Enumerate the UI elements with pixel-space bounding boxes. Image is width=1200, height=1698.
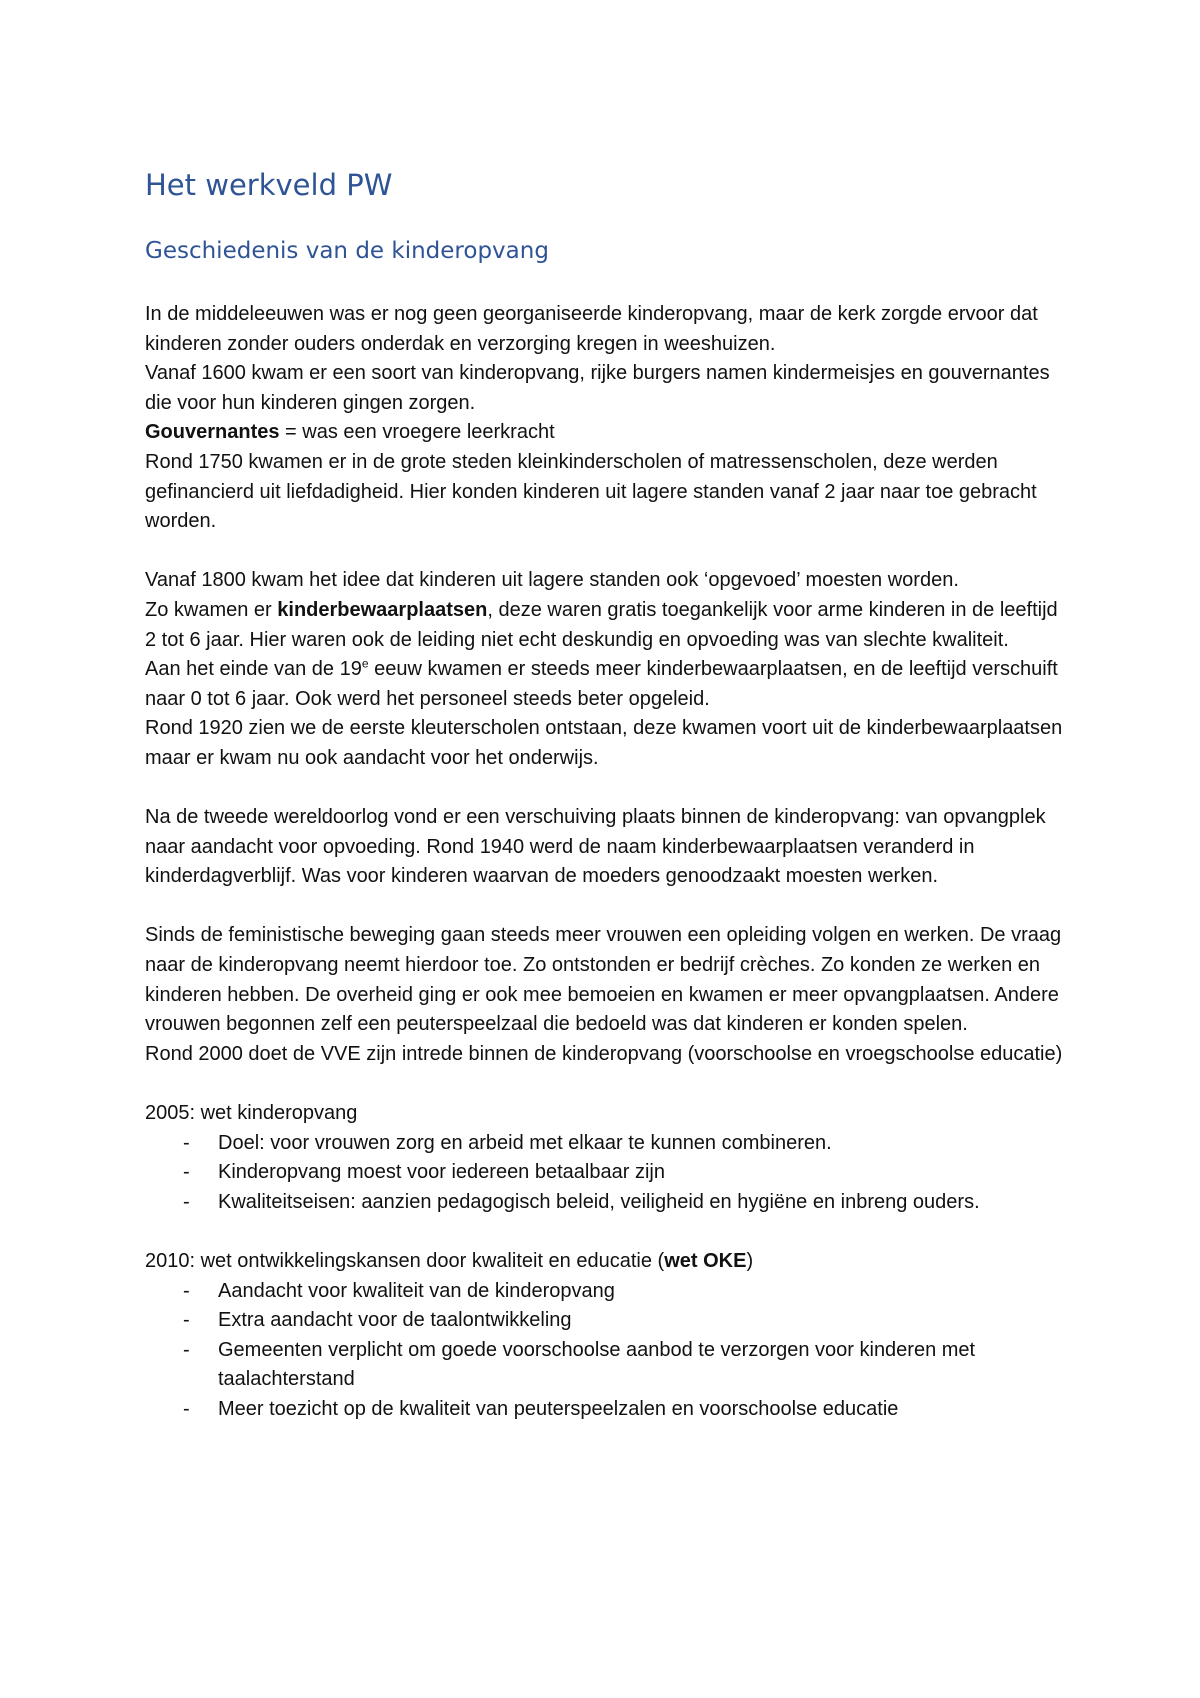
paragraph — [145, 596, 1065, 655]
bullet-list — [145, 1277, 1065, 1425]
document-body — [145, 300, 1065, 1425]
paragraph-gap — [145, 892, 1065, 922]
paragraph: Na de tweede wereldoorlog vond er een verschuiving plaats binnen de kinderopvang: van opvangplek naar aandacht voor opvoeding. Rond 1940 werd de naam kinderbewaarplaatsen veranderd in kinderdagverblijf. Was voor kinderen waarvan de moeders genoodzaakt moesten werken. — [145, 806, 1046, 888]
dash-bullet: - — [183, 1338, 190, 1361]
list-item — [145, 1336, 1065, 1395]
definition-term: Gouvernantes — [145, 421, 280, 444]
definition-paragraph — [145, 418, 1065, 448]
paragraph-gap — [145, 1069, 1065, 1099]
definition-text: = was een vroegere leerkracht — [279, 421, 555, 444]
list-item — [145, 1129, 1065, 1159]
list-item-text: Kinderopvang moest voor iedereen betaalbaar zijn — [218, 1161, 665, 1184]
paragraph: Rond 2000 doet de VVE zijn intrede binnen de kinderopvang (voorschoolse en vroegschoolse educatie) — [145, 1042, 1063, 1065]
list-item — [145, 1306, 1065, 1336]
list-item — [145, 1188, 1065, 1218]
superscript: e — [361, 656, 369, 671]
list-item-text: Aandacht voor kwaliteit van de kinderopvang — [218, 1279, 615, 1302]
list-item-text: Kwaliteitseisen: aanzien pedagogisch beleid, veiligheid en hygiëne en inbreng ouders. — [218, 1190, 980, 1213]
list-item — [145, 1277, 1065, 1307]
dash-bullet: - — [183, 1279, 190, 1302]
paragraph: Rond 1750 kwamen er in de grote steden kleinkinderscholen of matressenscholen, deze werden gefinancierd uit liefdadigheid. Hier konden kinderen uit lagere standen vanaf 2 jaar naar toe gebracht worden. — [145, 450, 1037, 533]
list-item-text: Gemeenten verplicht om goede voorschoolse aanbod te verzorgen voor kinderen met taalachterstand — [218, 1338, 976, 1391]
paragraph-gap — [145, 1217, 1065, 1247]
paragraph: Vanaf 1800 kwam het idee dat kinderen uit lagere standen ook ‘opgevoed’ moesten worden. — [145, 569, 959, 592]
list-item — [145, 1395, 1065, 1425]
dash-bullet: - — [183, 1161, 190, 1184]
dash-bullet: - — [183, 1131, 190, 1154]
list-item — [145, 1158, 1065, 1188]
bold-term: wet OKE — [664, 1250, 747, 1272]
bold-term: kinderbewaarplaatsen — [277, 598, 488, 621]
paragraph: Sinds de feministische beweging gaan steeds meer vrouwen een opleiding volgen en werken. De vraag naar de kinderopvang neemt hierdoor toe. Zo ontstonden er bedrijf crèches. Zo konden ze werken en kinderen hebben. De overheid ging er ook mee bemoeien en kwamen er meer opvangplaatsen. Andere vrouwen begonnen zelf een peuterspeelzaal die bedoeld was dat kinderen er konden spelen. — [145, 924, 1062, 1036]
page-title: Het werkveld PW — [145, 168, 393, 202]
paragraph-gap — [145, 774, 1065, 804]
dash-bullet: - — [183, 1397, 190, 1420]
paragraph-text: , deze waren gratis toegankelijk voor arme kinderen in de leeftijd 2 tot 6 jaar. Hier waren ook de leiding niet echt deskundig en opvoeding was van slechte kwaliteit. — [145, 598, 1058, 651]
paragraph-text: eeuw kwamen er steeds meer kinderbewaarplaatsen, en de leeftijd verschuift naar 0 tot 6 jaar. Ook werd het personeel steeds beter opgeleid. — [145, 658, 1058, 710]
heading-text: 2010: wet ontwikkelingskansen door kwaliteit en educatie ( — [145, 1250, 665, 1272]
bullet-list — [145, 1129, 1065, 1218]
list-heading — [145, 1247, 1065, 1277]
paragraph-gap — [145, 537, 1065, 567]
list-item-text: Doel: voor vrouwen zorg en arbeid met elkaar te kunnen combineren. — [218, 1131, 832, 1154]
list-heading: 2005: wet kinderopvang — [145, 1102, 358, 1125]
paragraph: In de middeleeuwen was er nog geen georganiseerde kinderopvang, maar de kerk zorgde ervoor dat kinderen zonder ouders onderdak en verzorging kregen in weeshuizen. — [145, 303, 1038, 355]
paragraph-text: Aan het einde van de 19 — [145, 658, 362, 681]
paragraph: Rond 1920 zien we de eerste kleuterscholen ontstaan, deze kwamen voort uit de kinderbewaarplaatsen maar er kwam nu ook aandacht voor het onderwijs. — [145, 717, 1063, 769]
paragraph-text: Zo kwamen er — [145, 598, 278, 621]
paragraph: Vanaf 1600 kwam er een soort van kinderopvang, rijke burgers namen kindermeisjes en gouvernantes die voor hun kinderen gingen zorgen. — [145, 362, 1050, 414]
heading-text: ) — [746, 1250, 754, 1272]
dash-bullet: - — [183, 1190, 190, 1213]
dash-bullet: - — [183, 1309, 190, 1332]
list-item-text: Extra aandacht voor de taalontwikkeling — [218, 1309, 572, 1332]
section-heading: Geschiedenis van de kinderopvang — [145, 238, 549, 264]
list-item-text: Meer toezicht op de kwaliteit van peuterspeelzalen en voorschoolse educatie — [218, 1397, 899, 1420]
paragraph — [145, 655, 1065, 714]
